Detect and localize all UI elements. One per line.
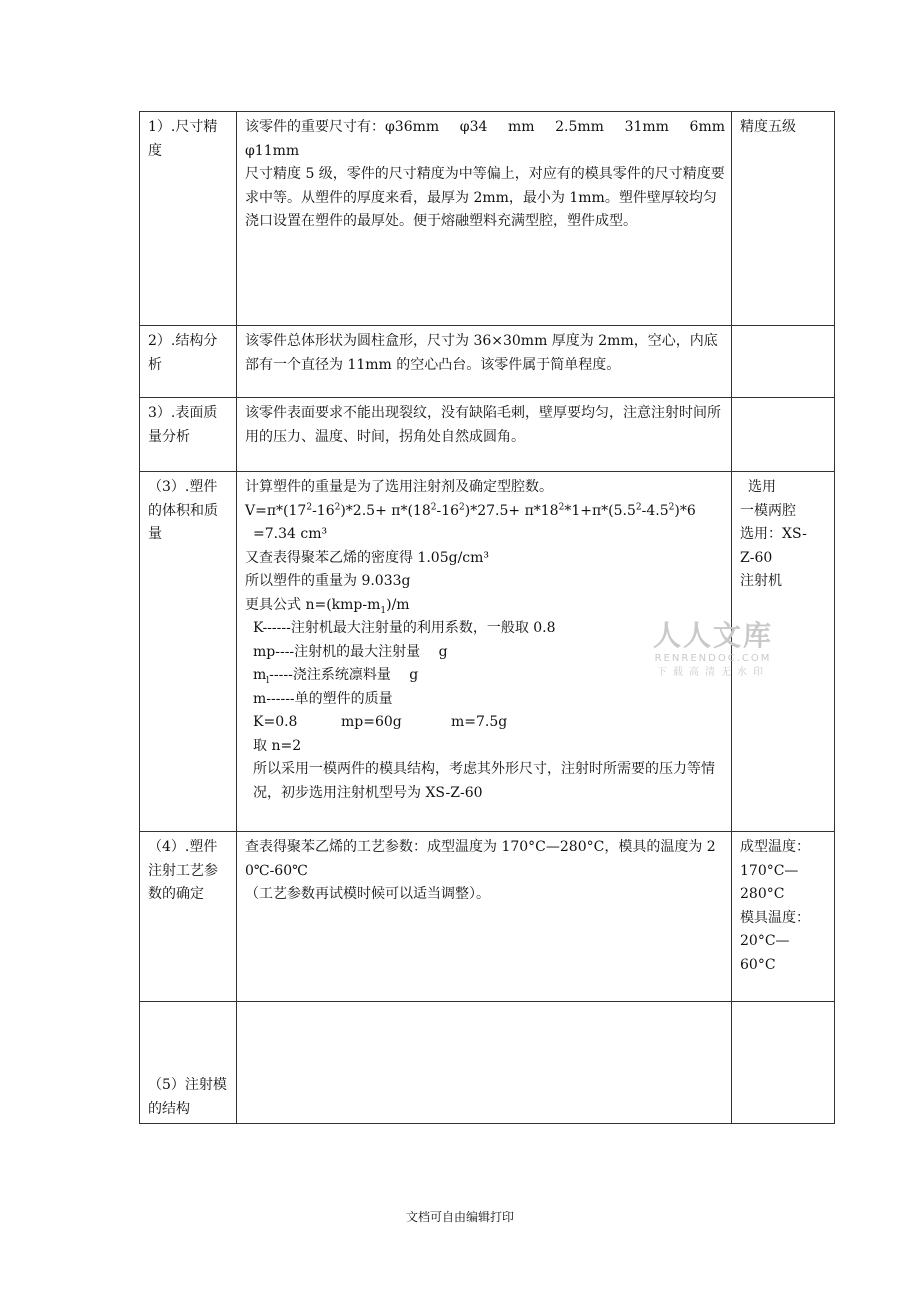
row-label: 3）.表面质量分析 — [140, 398, 237, 472]
intro-text: 计算塑件的重量是为了选用注射剂及确定型腔数。 — [245, 479, 553, 495]
row-content: 该零件总体形状为圆柱盒形，尺寸为 36×30mm 厚度为 2mm，空心，内底部有一个直径为 11mm 的空心凸台。该零件属于简单程度。 — [237, 326, 732, 398]
row-content: 该零件表面要求不能出现裂纹，没有缺陷毛刺，壁厚要均匀，注意注射时间所用的压力、温度、时间，拐角处自然成圆角。 — [237, 398, 732, 472]
k-definition: K------注射机最大注射量的利用系数，一般取 0.8 — [253, 620, 556, 636]
table-row — [140, 398, 835, 472]
row-note — [732, 398, 835, 472]
table-row — [140, 112, 835, 326]
watermark-url: RENRENDOC.COM — [654, 653, 772, 664]
process-parameters: 查表得聚苯乙烯的工艺参数：成型温度为 170°C—280°C，模具的温度为 20℃-60℃ — [245, 839, 716, 879]
page-footer: 文档可自由编辑打印 — [405, 1210, 514, 1224]
volume-result: =7.34 cm³ — [253, 526, 328, 542]
process-note: （工艺参数再试模时候可以适当调整）。 — [245, 886, 490, 902]
n-value: 取 n=2 — [253, 737, 302, 754]
row-content — [237, 832, 732, 1002]
row-label: 2）.结构分析 — [140, 326, 237, 398]
row-label: （3）.塑件的体积和质量 — [140, 472, 237, 832]
m-definition: m------单的塑件的质量 — [253, 690, 393, 707]
row-note: 精度五级 — [732, 112, 835, 326]
dimension-last: φ11mm — [245, 142, 300, 159]
table-row — [140, 1002, 835, 1124]
row-content — [237, 112, 732, 326]
m1-definition: $m_l-----$浇注系统凛料量 g — [253, 667, 419, 686]
table-row — [140, 832, 835, 1002]
row-note — [732, 326, 835, 398]
row-label: 1）.尺寸精度 — [140, 112, 237, 326]
table-row — [140, 472, 835, 832]
precision-paragraph: 尺寸精度 5 级，零件的尺寸精度为中等偏上，对应有的模具零件的尺寸精度要求中等。从塑件的厚度来看，最厚为 2mm，最小为 1mm。塑件壁厚较均匀浇口设置在塑件的最厚处。便于熔融塑料充满型腔，塑件成型。 — [245, 166, 725, 229]
process-table — [139, 111, 835, 1124]
row-note: 选用 一模两腔 选用：XS- Z-60 注射机 — [732, 472, 835, 832]
weight-text: 所以塑件的重量为 9.033g — [245, 573, 411, 589]
row-note — [732, 1002, 835, 1124]
watermark-title: 人人文库 — [652, 619, 773, 652]
dimension-list: 该零件的重要尺寸有：φ36mm φ34 mm 2.5mm 31mm 6mm — [245, 119, 725, 135]
values-line: K=0.8 mp=60g m=7.5g — [253, 714, 508, 730]
cavity-formula: 更具公式 $n=(kmp-m_1)/m$ — [245, 596, 410, 616]
row-label: （4）.塑件注射工艺参数的确定 — [140, 832, 237, 1002]
row-content — [237, 472, 732, 832]
conclusion-text: 所以采用一模两件的模具结构，考虑其外形尺寸，注射时所需要的压力等情况，初步选用注射机型号为 XS-Z-60 — [253, 761, 715, 801]
row-label: （5）注射模的结构 — [140, 1002, 237, 1124]
mp-definition: mp----注射机的最大注射量 g — [253, 643, 448, 660]
watermark-subtitle: 下载高清无水印 — [657, 667, 769, 678]
row-note: 成型温度： 170°C— 280°C 模具温度： 20°C— 60°C — [732, 832, 835, 1002]
row-content — [237, 1002, 732, 1124]
density-text: 又查表得聚苯乙烯的密度得 1.05g/cm³ — [245, 549, 490, 566]
table-row — [140, 326, 835, 398]
volume-formula: $V=\pi*(17^2-16^2)*2.5+ \pi*(18^2-16^2)*27.5+ \pi*18^2*1+\pi*(5.5^2-4.5^2)*6$ — [245, 501, 696, 519]
